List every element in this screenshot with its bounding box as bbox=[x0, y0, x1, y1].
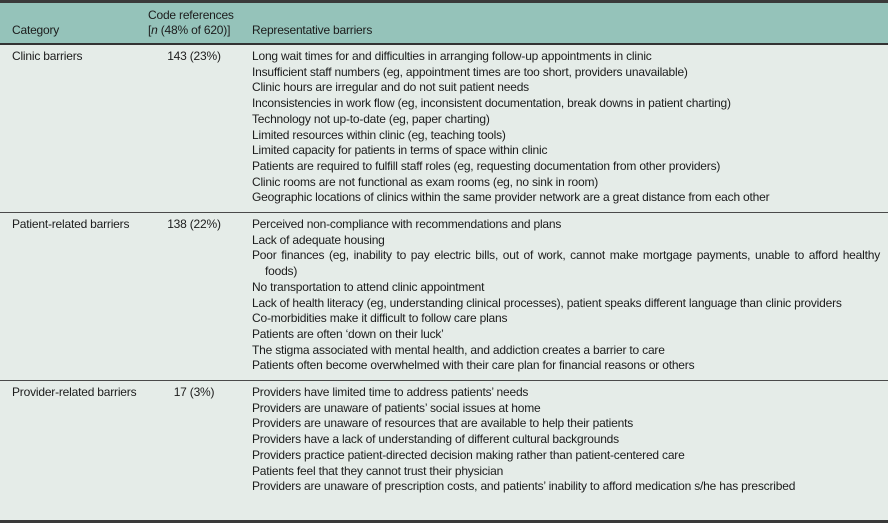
barrier-item: Poor finances (eg, inability to pay electric bills, out of work, cannot make mortgage payments, unable to afford healthy foods) bbox=[252, 248, 880, 279]
barrier-item: The stigma associated with mental health, and addiction creates a barrier to care bbox=[252, 342, 665, 357]
barrier-item: Long wait times for and difficulties in arranging follow-up appointments in clinic bbox=[252, 49, 652, 63]
table-row-patient-related-barriers bbox=[0, 212, 888, 380]
table-header-row bbox=[0, 3, 888, 45]
barriers-cell bbox=[240, 385, 888, 495]
barrier-item: Patients are often ‘down on their luck’ bbox=[252, 326, 444, 341]
code-references-cell: 143 (23%) bbox=[167, 49, 221, 63]
barrier-item: Lack of health literacy (eg, understanding clinical processes), patient speaks different language than clinic providers bbox=[252, 295, 842, 310]
barrier-item: Patients feel that they cannot trust their physician bbox=[252, 463, 504, 478]
barrier-item: Providers are unaware of prescription costs, and patients’ inability to afford medication s/he has prescribed bbox=[252, 479, 796, 494]
barrier-item: Providers are unaware of patients’ social issues at home bbox=[252, 400, 541, 415]
category-cell bbox=[0, 217, 148, 374]
barrier-item: Providers have limited time to address patients’ needs bbox=[252, 385, 529, 400]
barrier-item: No transportation to attend clinic appointment bbox=[252, 279, 485, 294]
header-barriers-label: Representative barriers bbox=[252, 23, 373, 38]
italic-n: n bbox=[151, 23, 158, 38]
barrier-item: Limited resources within clinic (eg, teaching tools) bbox=[252, 127, 506, 142]
barrier-item: Limited capacity for patients in terms of space within clinic bbox=[252, 143, 548, 158]
header-category-label: Category bbox=[12, 23, 60, 38]
barrier-item: Geographic locations of clinics within the same provider network are a great distance from each other bbox=[252, 190, 770, 205]
barrier-item: Providers have a lack of understanding of different cultural backgrounds bbox=[252, 432, 619, 447]
category-label: Provider-related barriers bbox=[12, 385, 137, 400]
barrier-item: Patients often become overwhelmed with their care plan for financial reasons or others bbox=[252, 358, 695, 373]
barrier-item: Technology not up-to-date (eg, paper charting) bbox=[252, 111, 490, 126]
category-cell bbox=[0, 385, 148, 495]
category-cell bbox=[0, 49, 148, 206]
header-category bbox=[0, 23, 148, 39]
barrier-item: Providers practice patient-directed decision making rather than patient-centered care bbox=[252, 447, 685, 462]
barriers-cell bbox=[240, 49, 888, 206]
barrier-item: Clinic rooms are not functional as exam rooms (eg, no sink in room) bbox=[252, 174, 599, 189]
barrier-item: Inconsistencies in work flow (eg, inconsistent documentation, break downs in patient charting) bbox=[252, 96, 731, 111]
barrier-item: Lack of adequate housing bbox=[252, 232, 385, 247]
barrier-item: Providers are unaware of resources that are available to help their patients bbox=[252, 416, 634, 431]
header-code-line1: Code references bbox=[148, 7, 234, 22]
header-code-line2: [n (48% of 620)] bbox=[148, 23, 231, 38]
code-references-cell: 138 (22%) bbox=[167, 217, 221, 232]
code-references-cell: 17 (3%) bbox=[173, 385, 215, 400]
barrier-item: Insufficient staff numbers (eg, appointment times are too short, providers unavailable) bbox=[252, 64, 688, 79]
barrier-item: Perceived non-compliance with recommendations and plans bbox=[252, 217, 562, 232]
barrier-item: Co-morbidities make it difficult to follow care plans bbox=[252, 311, 508, 326]
header-code-references bbox=[148, 8, 240, 39]
header-representative-barriers bbox=[240, 23, 888, 39]
category-label: Patient-related barriers bbox=[12, 217, 130, 232]
barriers-cell bbox=[240, 217, 888, 374]
category-label: Clinic barriers bbox=[12, 49, 83, 63]
table-row-clinic-barriers bbox=[0, 45, 888, 212]
barrier-item: Patients are required to fulfill staff roles (eg, requesting documentation from other providers) bbox=[252, 158, 721, 173]
barrier-item: Clinic hours are irregular and do not suit patient needs bbox=[252, 80, 529, 95]
table-row-provider-related-barriers bbox=[0, 380, 888, 501]
